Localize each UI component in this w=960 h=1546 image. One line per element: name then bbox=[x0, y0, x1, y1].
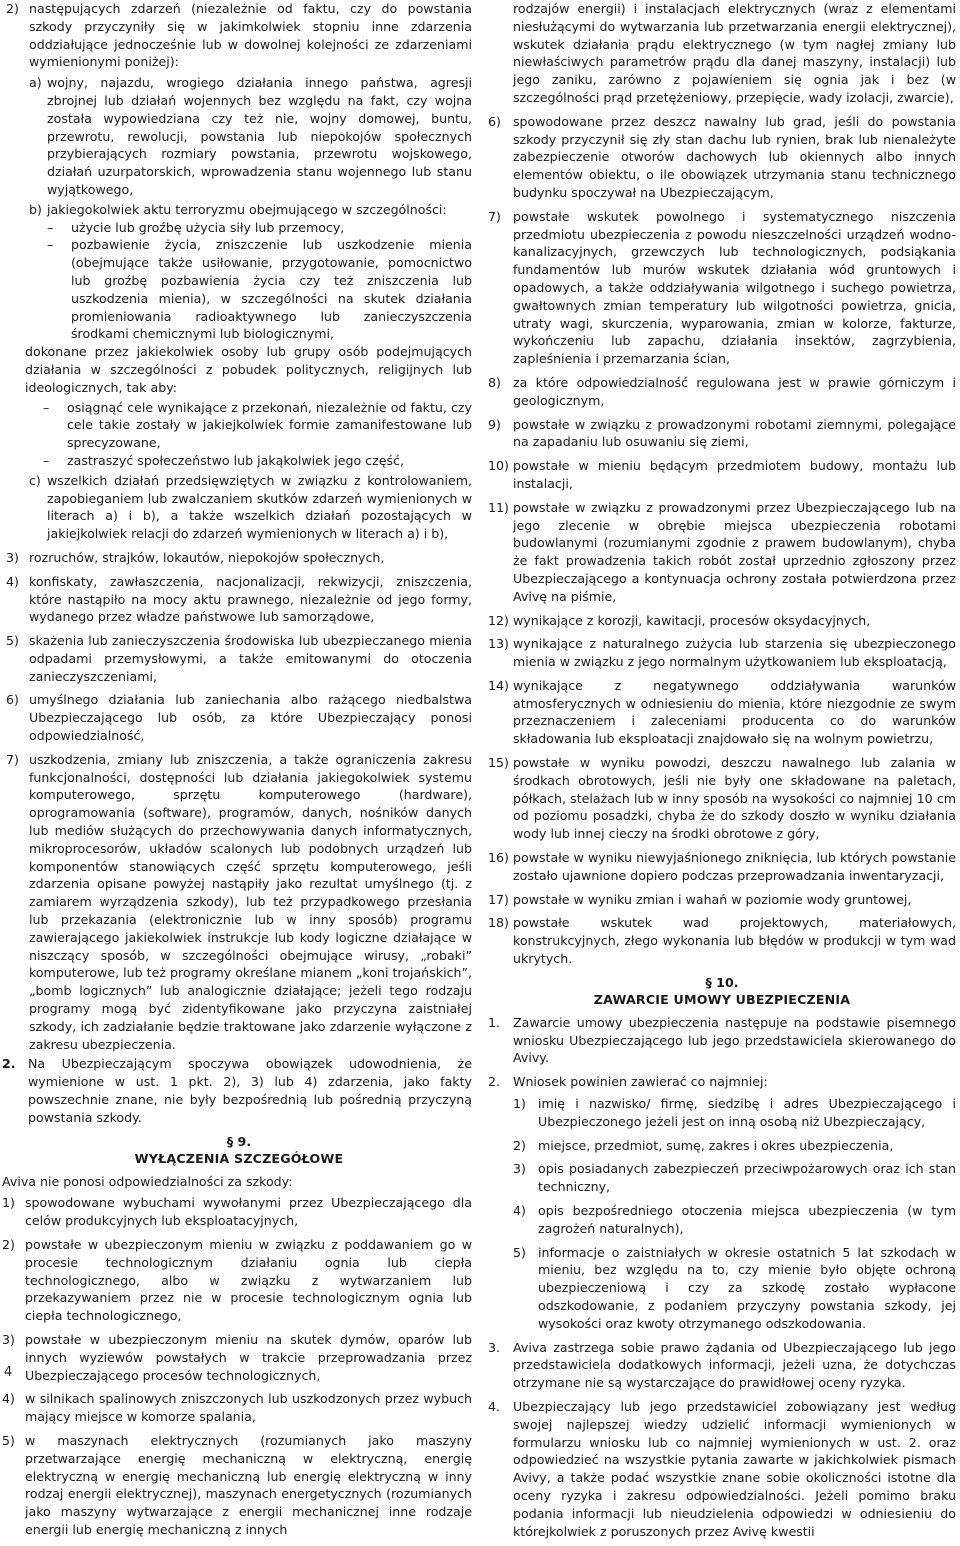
paragraph: jakiegokolwiek aktu terroryzmu obejmującego w szczególności: bbox=[47, 201, 447, 217]
paragraph: imię i nazwisko/ firmę, siedzibę i adres Ubezpieczającego i Ubezpieczonego jeżeli jest on inną osobą niż Ubezpieczający, bbox=[538, 1096, 956, 1129]
item-number: 1) bbox=[2, 1195, 15, 1211]
list-item bbox=[488, 849, 956, 885]
paragraph: spowodowane wybuchami wywołanymi przez Ubezpieczającego dla celów produkcyjnych lub eksploatacyjnych, bbox=[25, 1195, 472, 1229]
paragraph: wynikające z negatywnego oddziaływania warunków atmosferycznych w odniesieniu do mienia, które niezgodnie ze swym przeznaczeniem i zaleceniami producenta co do warunków składowania lub eksploatacji znajdowało się na wolnym powietrzu, bbox=[513, 677, 956, 747]
section-number: § 10. bbox=[705, 974, 739, 990]
item-number: 2) bbox=[513, 1137, 526, 1153]
paragraph: wynikające z korozji, kawitacji, procesów oksydacyjnych, bbox=[513, 612, 871, 628]
list-item bbox=[513, 1160, 956, 1196]
item-number: 9) bbox=[488, 416, 501, 432]
list-item bbox=[488, 754, 956, 843]
paragraph-3 bbox=[488, 1339, 956, 1392]
paragraph-number: 2. bbox=[488, 1074, 501, 1090]
paragraph: powstałe w wyniku zmian i wahań w poziomie wody gruntowej, bbox=[513, 891, 912, 907]
paragraph: Aviva nie ponosi odpowiedzialności za szkody: bbox=[2, 1173, 293, 1189]
item-number: 4) bbox=[513, 1203, 526, 1219]
paragraph-2 bbox=[488, 1073, 956, 1091]
list-item bbox=[488, 612, 956, 630]
paragraph: powstałe w wyniku niewyjaśnionego zniknięcia, lub których powstanie zostało ujawnione dopiero podczas przeprowadzania inwentaryzacji, bbox=[513, 850, 956, 883]
paragraph-number: 4. bbox=[488, 1398, 501, 1414]
item-number: 1) bbox=[513, 1096, 526, 1112]
list-item bbox=[2, 1331, 472, 1384]
item-number: 5) bbox=[6, 633, 19, 649]
paragraph: wszelkich działań przedsięwziętych w związku z kontrolowaniem, zapobieganiem lub zwalczaniem skutków zdarzeń wymienionych w literach a) i b), a także wszelkich działań pozostających w jakiejkolwiek relacji do zdarzeń wymienionych w literach a) i b), bbox=[47, 472, 472, 542]
item-number: 3) bbox=[513, 1161, 526, 1177]
item-number: 4) bbox=[6, 573, 19, 589]
item-number: 3) bbox=[2, 1331, 15, 1347]
paragraph-number: 3. bbox=[488, 1339, 501, 1355]
list-item bbox=[6, 632, 472, 685]
item-number: 14) bbox=[488, 677, 509, 693]
left-column bbox=[2, 0, 472, 1545]
paragraph: wynikające z naturalnego zużycia lub starzenia się ubezpieczonego mienia w związku z jego normalnym użytkowaniem lub eksploatacją, bbox=[513, 636, 956, 670]
paragraph: powstałe wskutek powolnego i systematycznego niszczenia przedmiotu ubezpieczenia z powodu nieszczelności urządzeń wodno-kanalizacyjnych, grzewczych lub technologicznych, podsiąkania fundamentów lub murów wskutek działania wód gruntowych i opadowych, a także oddziaływania wilgotnego i suchego powietrza, gwałtownych zmian temperatury lub wilgotności powietrza, gnicia, utraty wagi, skurczenia, wyparowania, zmian w kolorze, fakturze, wykończeniu lub zapachu, działania insektów, zagrzybienia, zapleśnienia i przemarzania ścian, bbox=[513, 208, 956, 367]
paragraph: rozruchów, strajków, lokautów, niepokojów społecznych, bbox=[29, 549, 385, 565]
item-number: 5) bbox=[2, 1432, 15, 1448]
list-item bbox=[513, 1095, 956, 1131]
list-item bbox=[29, 74, 472, 199]
paragraph: opis bezpośredniego otoczenia miejsca ubezpieczenia (w tym zagrożeń naturalnych), bbox=[538, 1203, 956, 1236]
list-item bbox=[2, 1236, 472, 1325]
paragraph-4 bbox=[488, 1398, 956, 1540]
item-number: 4) bbox=[2, 1391, 15, 1407]
list-item bbox=[513, 1202, 956, 1238]
list-item bbox=[488, 208, 956, 368]
item-number: 3) bbox=[6, 549, 19, 565]
paragraph: opis posiadanych zabezpieczeń przeciwpożarowych oraz ich stan techniczny, bbox=[538, 1161, 956, 1195]
item-number: 2) bbox=[2, 1237, 15, 1252]
paragraph: Wniosek powinien zawierać co najmniej: bbox=[513, 1074, 768, 1090]
item-number: 15) bbox=[488, 755, 509, 771]
paragraph: powstałe w ubezpieczonym mieniu na skutek dymów, oparów lub innych wyziewów powstałych w trakcie przeprowadzania przez Ubezpieczającego procesów technologicznych, bbox=[25, 1331, 472, 1383]
paragraph: rodzajów energii) i instalacjach elektrycznych (wraz z elementami niesłużącymi do wytwarzania lub przetwarzania energii elektrycznej), wskutek działania prądu elektrycznego (w tym nagłej zmiany lub niewłaściwych parametrów prądu dla danej maszyny, instalacji) lub jego zaniku, zarówno z pojawieniem się ognia jak i bez (w szczególności prąd przetężeniowy, przepięcie, wady izolacji, zwarcie), bbox=[513, 1, 956, 105]
list-item bbox=[488, 113, 956, 202]
list-item bbox=[2, 1194, 472, 1230]
list-item bbox=[6, 691, 472, 744]
item-number: 7) bbox=[488, 208, 501, 224]
paragraph: skażenia lub zanieczyszczenia środowiska lub ubezpieczanego mienia odpadami przemysłowymi, a także emitowanymi do otoczenia zanieczyszczeniami, bbox=[29, 633, 472, 684]
list-item bbox=[488, 914, 956, 967]
paragraph-1 bbox=[488, 1014, 956, 1067]
list-item bbox=[488, 499, 956, 606]
paragraph: powstałe w związku z prowadzonymi robotami ziemnymi, polegające na zapadaniu lub osuwaniu się ziemi, bbox=[513, 416, 956, 450]
paragraph: Zawarcie umowy ubezpieczenia następuje na podstawie pisemnego wniosku Ubezpieczającego lub jego przedstawiciela skierowanego do Avivy. bbox=[513, 1014, 956, 1066]
paragraph: umyślnego działania lub zaniechania albo rażącego niedbalstwa Ubezpieczającego lub osób, za które Ubezpieczający ponosi odpowiedzialność, bbox=[29, 692, 472, 744]
paragraph: osiągnąć cele wynikające z przekonań, niezależnie od faktu, czy cele takie zostały w jakiejkolwiek formie zamanifestowane lub sprecyzowane, bbox=[67, 399, 472, 451]
paragraph: powstałe w ubezpieczonym mieniu w związku z poddawaniem go w procesie technologicznym działaniu ognia lub ciepła technologicznego, albo w związku z wytwarzaniem lub przekazywaniem przez nie w procesie technologicznym ognia lub ciepła technologicznego, bbox=[25, 1237, 472, 1324]
page-number: 4 bbox=[4, 1365, 13, 1380]
paragraph: pozbawienie życia, zniszczenie lub uszkodzenie mienia (obejmujące także usiłowanie, przygotowanie, pomocnictwo lub groźbę pozbawienia życia czy też zniszczenia lub uszkodzenia mienia), w szczególności na skutek działania promieniowania radioaktywnego lub zanieczyszczenia środkami chemicznymi lub biologicznymi, bbox=[71, 237, 472, 342]
item-number: 10) bbox=[488, 458, 509, 474]
list-item bbox=[488, 416, 956, 452]
paragraph: Na Ubezpieczającym spoczywa obowiązek udowodnienia, że wymienione w ust. 1 pkt. 2), 3) lub 4) zdarzenia, jako fakty powszechnie znane, nie były bezpośrednią lub pośrednią przyczyną powstania szkody. bbox=[28, 1056, 472, 1125]
item-letter: b) bbox=[29, 201, 42, 217]
item-number: 13) bbox=[488, 636, 509, 652]
item-letter: a) bbox=[29, 75, 42, 91]
item-letter: c) bbox=[29, 472, 41, 488]
dash-item bbox=[47, 236, 472, 343]
item-number: 17) bbox=[488, 891, 509, 907]
paragraph: następujących zdarzeń (niezależnie od faktu, czy do powstania szkody przyczyniły się w jakimkolwiek stopniu inne zdarzenia oddziałujące jednocześnie lub w dowolnej kolejności ze zdarzeniami wymienionymi poniżej): bbox=[29, 1, 472, 70]
paragraph: informacje o zaistniałych w okresie ostatnich 5 lat szkodach w mieniu, bez względu na to, czy mienie było objęte ochroną ubezpieczeniową i czy za szkodę zostało wypłacone odszkodowanie, z podaniem przyczyny powstania szkody, jej wysokości oraz kwoty otrzymanego odszkodowania. bbox=[538, 1244, 956, 1331]
paragraph: powstałe w związku z prowadzonymi przez Ubezpieczającego lub na jego zlecenie w obrębie miejsca ubezpieczenia robotami budowlanymi (rozumianymi zgodnie z prawem budowlanym), chyba że fakt prowadzenia takich robót został uprzednio zgłoszony przez Ubezpieczającego a kontynuacja ochrony została potwierdzona przez Avivę na piśmie, bbox=[513, 499, 956, 604]
paragraph: dokonane przez jakiekolwiek osoby lub grupy osób podejmujących działania w szczególności z pobudek politycznych, religijnych lub ideologicznych, tak aby: bbox=[25, 344, 472, 395]
right-column bbox=[488, 0, 956, 1546]
paragraph: powstałe wskutek wad projektowych, materiałowych, konstrukcyjnych, złego wykonania lub błędów w produkcji w tym wad ukrytych. bbox=[513, 915, 956, 967]
section-title: ZAWARCIE UMOWY UBEZPIECZENIA bbox=[593, 991, 851, 1007]
dash-item bbox=[43, 452, 472, 470]
dash-marker: – bbox=[43, 399, 50, 415]
dash-marker: – bbox=[43, 452, 50, 468]
paragraph-2 bbox=[2, 1055, 472, 1126]
paragraph: za które odpowiedzialność regulowana jest w prawie górniczym i geologicznym, bbox=[513, 374, 956, 408]
section-number: § 9. bbox=[226, 1133, 252, 1149]
paragraph: wojny, najazdu, wrogiego działania innego państwa, agresji zbrojnej lub działań wojennych bez względu na fakt, czy wojna została wypowiedziana czy też nie, wojny domowej, buntu, przewrotu, rewolucji, powstania lub niepokojów społecznych przybierających rozmiary powstania, przewrotu wojskowego, działań uzurpatorskich, wprowadzenia stanu wojennego lub stanu wyjątkowego, bbox=[47, 75, 472, 197]
paragraph: konfiskaty, zawłaszczenia, nacjonalizacji, rekwizycji, zniszczenia, które nastąpiło na mocy aktu prawnego, niezależnie od jego formy, wydanego przez władze państwowe lub samorządowe, bbox=[29, 573, 472, 625]
item-number: 11) bbox=[488, 499, 509, 515]
item-number: 16) bbox=[488, 850, 509, 866]
list-item bbox=[6, 751, 472, 1054]
list-item bbox=[2, 1432, 472, 1539]
item-number: 12) bbox=[488, 612, 509, 628]
paragraph: miejsce, przedmiot, sumę, zakres i okres ubezpieczenia, bbox=[538, 1137, 894, 1153]
list-item bbox=[6, 549, 472, 567]
list-item bbox=[488, 677, 956, 748]
paragraph: spowodowane przez deszcz nawalny lub grad, jeśli do powstania szkody przyczynił się zły stan dachu lub rynien, brak lub nienależyte zabezpieczenie otworów dachowych lub okiennych albo innych elementów obiektu, o ile obowiązek utrzymania stanu technicznego budynku spoczywał na Ubezpieczającym, bbox=[513, 113, 956, 200]
item-number: 8) bbox=[488, 374, 501, 390]
dash-item bbox=[43, 399, 472, 452]
dash-marker: – bbox=[47, 237, 54, 253]
list-item bbox=[29, 472, 472, 543]
list-item bbox=[488, 374, 956, 410]
item-number: 18) bbox=[488, 915, 509, 931]
list-item bbox=[488, 891, 956, 909]
item-number: 6) bbox=[6, 692, 19, 708]
item-number: 7) bbox=[6, 751, 19, 767]
item-number: 2) bbox=[6, 1, 19, 16]
paragraph: w silnikach spalinowych zniszczonych lub uszkodzonych przez wybuch mający miejsce w komorze spalania, bbox=[25, 1391, 472, 1425]
list-item-continued bbox=[488, 0, 956, 107]
paragraph: powstałe w mieniu będącym przedmiotem budowy, montażu lub instalacji, bbox=[513, 458, 956, 491]
list-item bbox=[513, 1137, 956, 1155]
paragraph: zastraszyć społeczeństwo lub jakąkolwiek jego część, bbox=[67, 452, 404, 468]
paragraph-number: 2. bbox=[2, 1056, 16, 1072]
dash-marker: – bbox=[47, 219, 54, 235]
paragraph: powstałe w wyniku powodzi, deszczu nawalnego lub zalania w środkach obrotowych, jeśli nie były one składowane na paletach, półkach, stelażach lub w inny sposób na wysokości co najmniej 10 cm od poziomu posadzki, chyba że do szkody doszło w wyniku działania wody lub innej cieczy na środki obrotowe z góry, bbox=[513, 755, 956, 842]
item-number: 6) bbox=[488, 113, 501, 129]
paragraph-number: 1. bbox=[488, 1014, 501, 1030]
list-item bbox=[6, 0, 472, 543]
paragraph: użycie lub groźbę użycia siły lub przemocy, bbox=[71, 219, 345, 235]
paragraph: Aviva zastrzega sobie prawo żądania od Ubezpieczającego lub jego przedstawiciela dodatkowych informacji, jeżeli uzna, że dotychczas otrzymane nie są wystarczające do prawidłowej oceny ryzyka. bbox=[513, 1339, 956, 1391]
list-item bbox=[488, 635, 956, 671]
dash-item bbox=[47, 219, 472, 237]
list-item bbox=[29, 201, 472, 343]
list-item bbox=[6, 573, 472, 626]
paragraph: uszkodzenia, zmiany lub zniszczenia, a także ograniczenia zakresu funkcjonalności, dostępności lub działania jakiegokolwiek systemu komputerowego, sprzętu komputerowego (hardware), oprogramowania (software), programów, danych, nośników danych lub mediów służących do przechowywania danych informatycznych, mikroprocesorów, układów scalonych lub podobnych urządzeń lub komponentów stanowiących część sprzętu komputerowego, jeśli zdarzenia opisane powyżej nastąpiły jako rezultat umyślnego (tj. z zamiarem wyrządzenia szkody), lub też przypadkowego przesłania lub przekazania (elektronicznie lub w inny sposób) programu zawierającego jakiekolwiek instrukcje lub kody logiczne działające w niszczący sposób, w szczególności obejmujące wirusy, „robaki” komputerowe, lub też programy określane mianem „koni trojańskich”, „bomb logicznych” lub analogicznie działające; jeżeli tego rodzaju programy mogą być zidentyfikowane jako przyczyna zaistniałej szkody, ich zadziałanie będzie traktowane jako zdarzenie wyłączone z zakresu ubezpieczenia. bbox=[29, 751, 472, 1052]
paragraph: Ubezpieczający lub jego przedstawiciel zobowiązany jest według swojej najlepszej wiedzy udzielić informacji wymienionych w formularzu wniosku lub co najmniej wymienionych w ust. 2. oraz odpowiedzieć na wszystkie pytania zawarte w jakichkolwiek pismach Avivy, a także podać wszystkie znane sobie okoliczności istotne dla oceny ryzyka i zakresu odpowiedzialności. Jeżeli pomimo braku podania informacji lub nieudzielenia odpowiedzi w odniesieniu do którejkolwiek z poruszonych przez Avivę kwestii bbox=[513, 1398, 956, 1539]
section-title: WYŁĄCZENIA SZCZEGÓŁOWE bbox=[134, 1150, 344, 1166]
list-item bbox=[488, 457, 956, 493]
list-item bbox=[513, 1244, 956, 1333]
paragraph: w maszynach elektrycznych (rozumianych jako maszyny przetwarzające energię mechaniczną w elektryczną, energię elektryczną w energię mechaniczną lub energię elektryczną w inny rodzaj energii elektrycznej), maszynach energetycznych (rozumianych jako maszyny wytwarzające z energii mechanicznej inne rodzaje energii lub energię mechaniczną z innych bbox=[25, 1432, 472, 1537]
item-number: 5) bbox=[513, 1244, 526, 1260]
